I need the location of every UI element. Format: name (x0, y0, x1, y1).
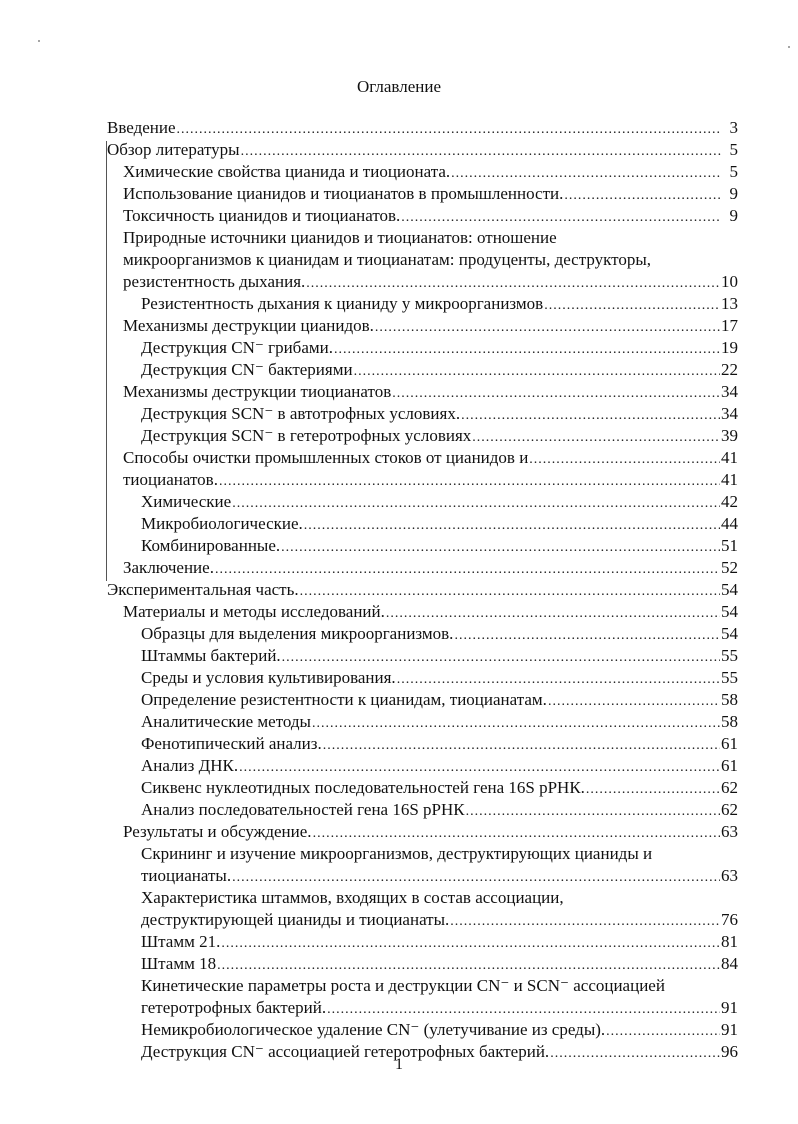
toc-entry-text: Экспериментальная часть. (107, 580, 299, 599)
toc-entry[interactable] (141, 513, 738, 535)
toc-entry[interactable] (123, 205, 738, 227)
toc-entry-text: Штаммы бактерий. (141, 646, 281, 665)
toc-entry-text: Сиквенс нуклеотидных последовательностей гена 16S рРНК. (141, 778, 585, 797)
leader-dots (282, 647, 720, 669)
toc-entry-page: 55 (721, 668, 738, 687)
toc-entry-page: 5 (729, 162, 738, 181)
toc-entry-text: Механизмы деструкции цианидов. (123, 316, 374, 335)
toc-entry-page: 54 (721, 602, 738, 621)
toc-entry-continued[interactable] (123, 227, 738, 249)
toc-entry[interactable] (141, 865, 738, 887)
scan-speck (38, 40, 40, 42)
toc-entry-page: 42 (721, 492, 738, 511)
leader-dots (215, 559, 720, 581)
toc-entry-text: Штамм 18 (141, 954, 217, 973)
toc-entry-page: 54 (721, 580, 738, 599)
leader-dots (323, 735, 720, 757)
leader-dots (334, 339, 720, 361)
leader-dots (241, 141, 721, 163)
toc-entry[interactable] (141, 425, 738, 447)
toc-entry-text: Немикробиологическое удаление CN⁻ (улетучивание из среды). (141, 1020, 606, 1039)
toc-entry[interactable] (123, 469, 738, 491)
toc-entry-text: Деструкция CN⁻ ассоциацией гетеротрофных бактерий. (141, 1042, 550, 1061)
toc-entry[interactable] (141, 733, 738, 755)
leader-dots (392, 383, 720, 405)
toc-entry[interactable] (141, 491, 738, 513)
toc-entry-text: гетеротрофных бактерий. (141, 998, 327, 1017)
toc-entry-text: Анализ последовательностей гена 16S рРНК (141, 800, 465, 819)
toc-entry-text: Микробиологические. (141, 514, 303, 533)
toc-entry-text: резистентность дыхания. (123, 272, 306, 291)
toc-entry-text: Химические (141, 492, 232, 511)
toc-entry-page: 91 (721, 998, 738, 1017)
toc-entry[interactable] (141, 667, 738, 689)
scan-speck (788, 46, 790, 48)
toc-entry-text: Скрининг и изучение микроорганизмов, деструктирующих цианиды и (141, 844, 653, 863)
leader-dots (327, 999, 720, 1021)
toc-entry-page: 61 (721, 756, 738, 775)
toc-entry-page: 54 (721, 624, 738, 643)
toc-entry-text: Деструкция SCN⁻ в автотрофных условиях. (141, 404, 461, 423)
toc-entry[interactable] (123, 447, 738, 469)
toc-entry-page: 76 (721, 910, 738, 929)
toc-entry[interactable] (123, 821, 738, 843)
toc-entry-page: 51 (721, 536, 738, 555)
toc-entry[interactable] (123, 271, 738, 293)
toc-entry-text: Фенотипический анализ. (141, 734, 322, 753)
leader-dots (401, 207, 721, 229)
leader-dots (177, 119, 721, 141)
toc-entry-text: Среды и условия культивирования. (141, 668, 396, 687)
toc-entry[interactable] (141, 1019, 738, 1041)
toc-entry-text: Резистентность дыхания к цианиду у микроорганизмов (141, 294, 544, 313)
toc-entry[interactable] (123, 381, 738, 403)
toc-entry[interactable] (141, 711, 738, 733)
toc-entry[interactable] (141, 535, 738, 557)
leader-dots (232, 867, 720, 889)
leader-dots (461, 405, 720, 427)
toc-entry-page: 5 (729, 140, 738, 159)
leader-dots (313, 823, 720, 845)
leader-dots (586, 779, 720, 801)
toc-entry-text: Токсичность цианидов и тиоцианатов. (123, 206, 401, 225)
toc-entry-text: Введение (107, 118, 176, 137)
leader-dots (548, 691, 720, 713)
leader-dots (450, 911, 720, 933)
toc-entry[interactable] (141, 689, 738, 711)
leader-dots (239, 757, 720, 779)
toc-entry-page: 84 (721, 954, 738, 973)
toc-entry-page: 9 (729, 206, 738, 225)
toc-entry-page: 96 (721, 1042, 738, 1061)
leader-dots (451, 163, 721, 185)
toc-entry[interactable] (141, 623, 738, 645)
toc-entry-page: 61 (721, 734, 738, 753)
toc-entry-continued[interactable] (141, 887, 738, 909)
leader-dots (454, 625, 720, 647)
toc-entry-text: Комбинированные. (141, 536, 281, 555)
toc-entry-page: 3 (729, 118, 738, 137)
toc-entry-text: Характеристика штаммов, входящих в состав ассоциации, (141, 888, 564, 907)
toc-entry-page: 19 (721, 338, 738, 357)
toc-entry-page: 39 (721, 426, 738, 445)
toc-entry[interactable] (123, 161, 738, 183)
toc-entry-text: Аналитические методы (141, 712, 311, 731)
toc-entry-page: 58 (721, 712, 738, 731)
toc-entry-page: 34 (721, 382, 738, 401)
toc-entry-page: 62 (721, 800, 738, 819)
toc-entry-text: Природные источники цианидов и тиоцианатов: отношение (123, 228, 557, 247)
leader-dots (606, 1021, 720, 1043)
toc-entry-text: Способы очистки промышленных стоков от цианидов и (123, 448, 529, 467)
toc-entry-text: деструктирующей цианиды и тиоцианаты. (141, 910, 450, 929)
toc-entry-page: 81 (721, 932, 738, 951)
toc-entry-text: Результаты и обсуждение. (123, 822, 312, 841)
toc-entry-text: тиоцианаты. (141, 866, 232, 885)
toc-entry-text: Определение резистентности к цианидам, тиоцианатам. (141, 690, 547, 709)
leader-dots (354, 361, 720, 383)
toc-entry-page: 13 (721, 294, 738, 313)
toc-entry-continued[interactable] (141, 975, 738, 997)
toc-entry[interactable] (141, 953, 738, 975)
leader-dots (312, 713, 720, 735)
leader-dots (386, 603, 720, 625)
toc-entry[interactable] (141, 777, 738, 799)
toc-entry[interactable] (141, 293, 738, 315)
toc-entry[interactable] (107, 139, 738, 161)
leader-dots (529, 449, 720, 471)
toc-entry[interactable] (123, 315, 738, 337)
toc-entry-page: 63 (721, 866, 738, 885)
leader-dots (466, 801, 720, 823)
leader-dots (219, 471, 720, 493)
toc-entry-page: 34 (721, 404, 738, 423)
toc-entry-page: 58 (721, 690, 738, 709)
toc-entry-text: Механизмы деструкции тиоцианатов (123, 382, 392, 401)
toc-entry-text: тиоцианатов. (123, 470, 218, 489)
toc-entry[interactable] (141, 337, 738, 359)
toc-entry-text: Штамм 21. (141, 932, 221, 951)
toc-entry[interactable] (107, 117, 738, 139)
leader-dots (304, 515, 720, 537)
toc-entry[interactable] (141, 909, 738, 931)
leader-dots (221, 933, 720, 955)
toc-entry-page: 10 (721, 272, 738, 291)
toc-entry-page: 17 (721, 316, 738, 335)
leader-dots (397, 669, 720, 691)
toc-entry[interactable] (141, 755, 738, 777)
toc-entry[interactable] (141, 931, 738, 953)
page-number: 1 (395, 1056, 403, 1073)
margin-line (106, 141, 107, 581)
toc-entry-text: Анализ ДНК. (141, 756, 239, 775)
leader-dots (281, 537, 720, 559)
leader-dots (564, 185, 721, 207)
toc-entry-text: Химические свойства цианида и тиоционата. (123, 162, 451, 181)
toc-entry-continued[interactable] (141, 843, 738, 865)
toc-entry-page: 41 (721, 470, 738, 489)
toc-entry-page: 62 (721, 778, 738, 797)
toc-entry-page: 91 (721, 1020, 738, 1039)
toc-entry-page: 44 (721, 514, 738, 533)
toc-entry-text: Использование цианидов и тиоцианатов в промышленности. (123, 184, 564, 203)
toc-entry-page: 52 (721, 558, 738, 577)
toc-entry[interactable] (123, 557, 738, 579)
toc-entry-page: 22 (721, 360, 738, 379)
toc-entry-page: 55 (721, 646, 738, 665)
toc-entry[interactable] (141, 997, 738, 1019)
toc-entry[interactable] (107, 579, 738, 601)
toc-entry[interactable] (141, 645, 738, 667)
leader-dots (300, 581, 720, 603)
toc-entry-text: микроорганизмов к цианидам и тиоцианатам: продуценты, деструкторы, (123, 250, 652, 269)
leader-dots (375, 317, 720, 339)
toc-entry-text: Материалы и методы исследований. (123, 602, 385, 621)
toc-entry-text: Заключение. (123, 558, 214, 577)
toc-title: Оглавление (357, 77, 441, 96)
toc-entry-page: 9 (729, 184, 738, 203)
toc-entry[interactable] (141, 359, 738, 381)
toc-entry[interactable] (123, 183, 738, 205)
toc-entry-continued[interactable] (123, 249, 738, 271)
toc-entry-page: 63 (721, 822, 738, 841)
toc-entry-page: 41 (721, 448, 738, 467)
toc-entry-text: Обзор литературы (107, 140, 240, 159)
toc-entry[interactable] (123, 601, 738, 623)
toc-entry-text: Деструкция CN⁻ бактериями (141, 360, 353, 379)
leader-dots (232, 493, 720, 515)
toc-entry-text: Деструкция SCN⁻ в гетеротрофных условиях (141, 426, 472, 445)
toc-entry-text: Кинетические параметры роста и деструкции CN⁻ и SCN⁻ ассоциацией (141, 976, 665, 995)
toc-entry[interactable] (141, 799, 738, 821)
toc-entry-text: Деструкция CN⁻ грибами. (141, 338, 333, 357)
leader-dots (472, 427, 720, 449)
leader-dots (306, 273, 720, 295)
toc-entry[interactable] (141, 403, 738, 425)
leader-dots (217, 955, 720, 977)
leader-dots (544, 295, 720, 317)
toc-entry-text: Образцы для выделения микроорганизмов. (141, 624, 454, 643)
